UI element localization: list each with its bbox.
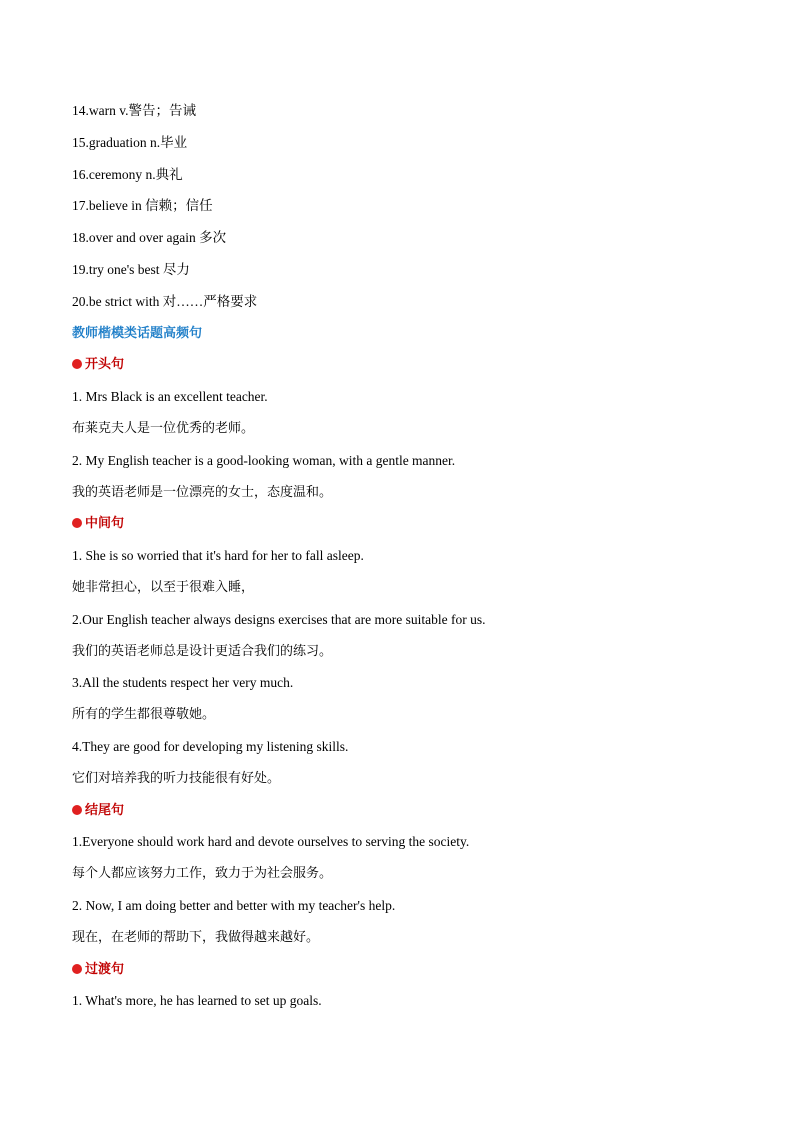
section-title: 教师楷模类话题高频句 xyxy=(72,325,203,341)
sentence-en: 1.Everyone should work hard and devote ourselves to serving the society. xyxy=(72,834,470,850)
sentence-en: 1. She is so worried that it's hard for her to fall asleep. xyxy=(72,548,364,564)
sentence-cn: 每个人都应该努力工作，致力于为社会服务。 xyxy=(72,866,333,882)
sentence-en: 1. Mrs Black is an excellent teacher. xyxy=(72,389,268,405)
bullet-icon xyxy=(72,964,82,974)
sentence-en: 2. Now, I am doing better and better with my teacher's help. xyxy=(72,897,396,913)
vocab-item: 15.graduation n.毕业 xyxy=(72,134,188,150)
sentence-en: 3.All the students respect her very much. xyxy=(72,675,294,691)
sentence-en: 2.Our English teacher always designs exercises that are more suitable for us. xyxy=(72,611,486,627)
closing-heading xyxy=(72,801,794,833)
sentence-cn: 我们的英语老师总是设计更适合我们的练习。 xyxy=(72,643,333,659)
bullet-icon xyxy=(72,805,82,815)
vocab-item: 20.be strict with 对……严格要求 xyxy=(72,293,258,309)
opening-heading-label: 开头句 xyxy=(85,357,125,373)
sentence-cn: 它们对培养我的听力技能很有好处。 xyxy=(72,770,281,786)
transition-heading xyxy=(72,960,794,992)
sentence-en: 4.They are good for developing my listening skills. xyxy=(72,738,349,754)
sentence-cn: 布莱克夫人是一位优秀的老师。 xyxy=(72,420,255,436)
vocab-item: 18.over and over again 多次 xyxy=(72,230,227,246)
transition-heading-label: 过渡句 xyxy=(85,961,125,977)
vocab-item: 16.ceremony n.典礼 xyxy=(72,166,183,182)
sentence-en: 2. My English teacher is a good-looking woman, with a gentle manner. xyxy=(72,452,456,468)
bullet-icon xyxy=(72,518,82,528)
sentence-cn: 我的英语老师是一位漂亮的女士，态度温和。 xyxy=(72,484,333,500)
vocab-item: 19.try one's best 尽力 xyxy=(72,261,190,277)
closing-heading-label: 结尾句 xyxy=(85,802,125,818)
sentence-cn: 现在，在老师的帮助下，我做得越来越好。 xyxy=(72,929,320,945)
middle-heading xyxy=(72,514,794,546)
sentence-cn: 她非常担心，以至于很难入睡， xyxy=(72,579,255,595)
vocab-item: 14.warn v.警告；告诫 xyxy=(72,103,196,118)
middle-heading-label: 中间句 xyxy=(85,516,125,532)
sentence-cn: 所有的学生都很尊敬她。 xyxy=(72,707,216,723)
sentence-en: 1. What's more, he has learned to set up goals. xyxy=(72,993,322,1009)
bullet-icon xyxy=(72,359,82,369)
vocab-item: 17.believe in 信赖；信任 xyxy=(72,198,213,214)
opening-heading xyxy=(72,355,794,387)
